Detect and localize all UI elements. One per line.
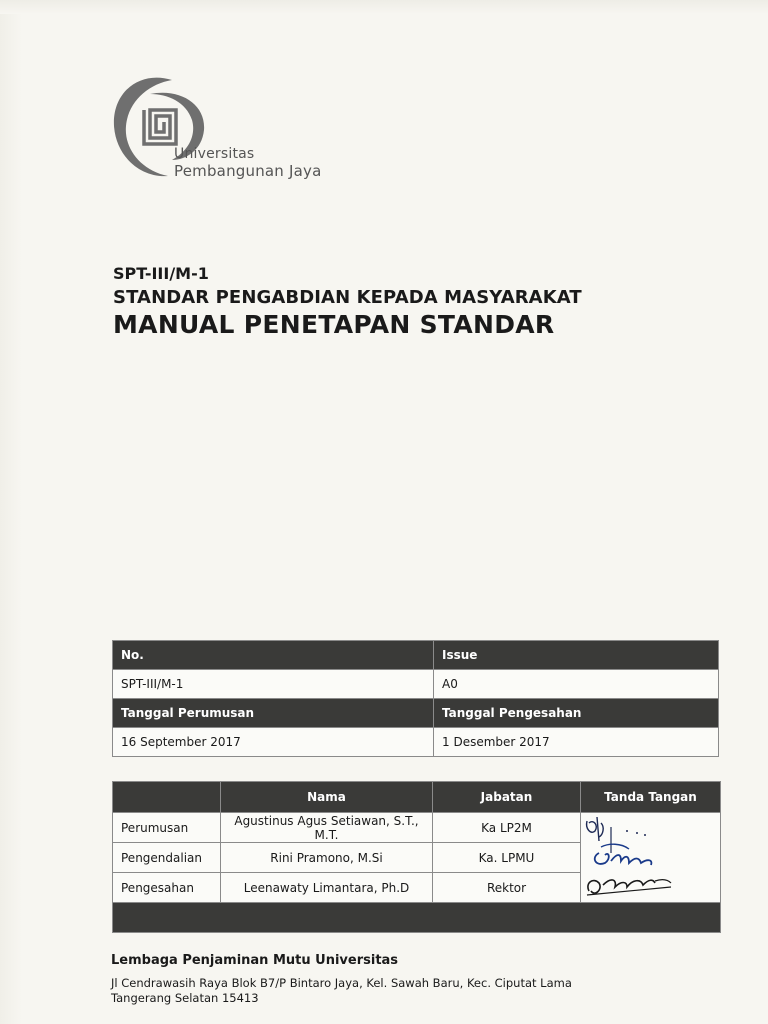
- role-cell: Pengesahan: [113, 873, 221, 903]
- header-role: [113, 782, 221, 813]
- name-cell: Agustinus Agus Setiawan, S.T., M.T.: [221, 813, 433, 843]
- info-header-row: [113, 641, 719, 670]
- role-cell: Perumusan: [113, 813, 221, 843]
- footer-bar: [113, 903, 721, 933]
- document-info-table: [112, 640, 719, 757]
- name-cell: Leenawaty Limantara, Ph.D: [221, 873, 433, 903]
- footer-organization: Lembaga Penjaminan Mutu Universitas: [111, 953, 399, 968]
- position-cell: Ka LP2M: [433, 813, 581, 843]
- document-code: SPT-III/M-1: [113, 264, 209, 283]
- footer-address-line2: Tangerang Selatan 15413: [111, 991, 259, 1005]
- info-header-row: [113, 699, 719, 728]
- header-nama: Nama: [221, 782, 433, 813]
- value-no: SPT-III/M-1: [113, 670, 434, 699]
- table-row: [113, 813, 721, 843]
- name-cell: Rini Pramono, M.Si: [221, 843, 433, 873]
- header-tanda-tangan: Tanda Tangan: [581, 782, 721, 813]
- position-cell: Rektor: [433, 873, 581, 903]
- role-cell: Pengendalian: [113, 843, 221, 873]
- signature-footer-row: [113, 903, 721, 933]
- handwritten-signatures: [581, 813, 721, 901]
- header-tanggal-perumusan: Tanggal Perumusan: [113, 699, 434, 728]
- university-logo: [110, 74, 340, 194]
- info-value-row: [113, 670, 719, 699]
- signature-table: [112, 781, 721, 933]
- header-jabatan: Jabatan: [433, 782, 581, 813]
- footer-address-line1: Jl Cendrawasih Raya Blok B7/P Bintaro Jaya, Kel. Sawah Baru, Kec. Ciputat Lama: [111, 976, 572, 990]
- logo-text-name: Pembangunan Jaya: [174, 162, 322, 180]
- page-edge: [0, 0, 22, 1024]
- document-title: MANUAL PENETAPAN STANDAR: [113, 310, 555, 339]
- value-issue: A0: [434, 670, 719, 699]
- value-tanggal-perumusan: 16 September 2017: [113, 728, 434, 757]
- position-cell: Ka. LPMU: [433, 843, 581, 873]
- header-tanggal-pengesahan: Tanggal Pengesahan: [434, 699, 719, 728]
- signature-header-row: [113, 782, 721, 813]
- info-value-row: [113, 728, 719, 757]
- value-tanggal-pengesahan: 1 Desember 2017: [434, 728, 719, 757]
- logo-text-universitas: Universitas: [174, 146, 255, 162]
- header-no: No.: [113, 641, 434, 670]
- header-issue: Issue: [434, 641, 719, 670]
- page-edge-top: [0, 0, 768, 14]
- standard-name: STANDAR PENGABDIAN KEPADA MASYARAKAT: [113, 287, 582, 308]
- signature-cell: [581, 813, 721, 903]
